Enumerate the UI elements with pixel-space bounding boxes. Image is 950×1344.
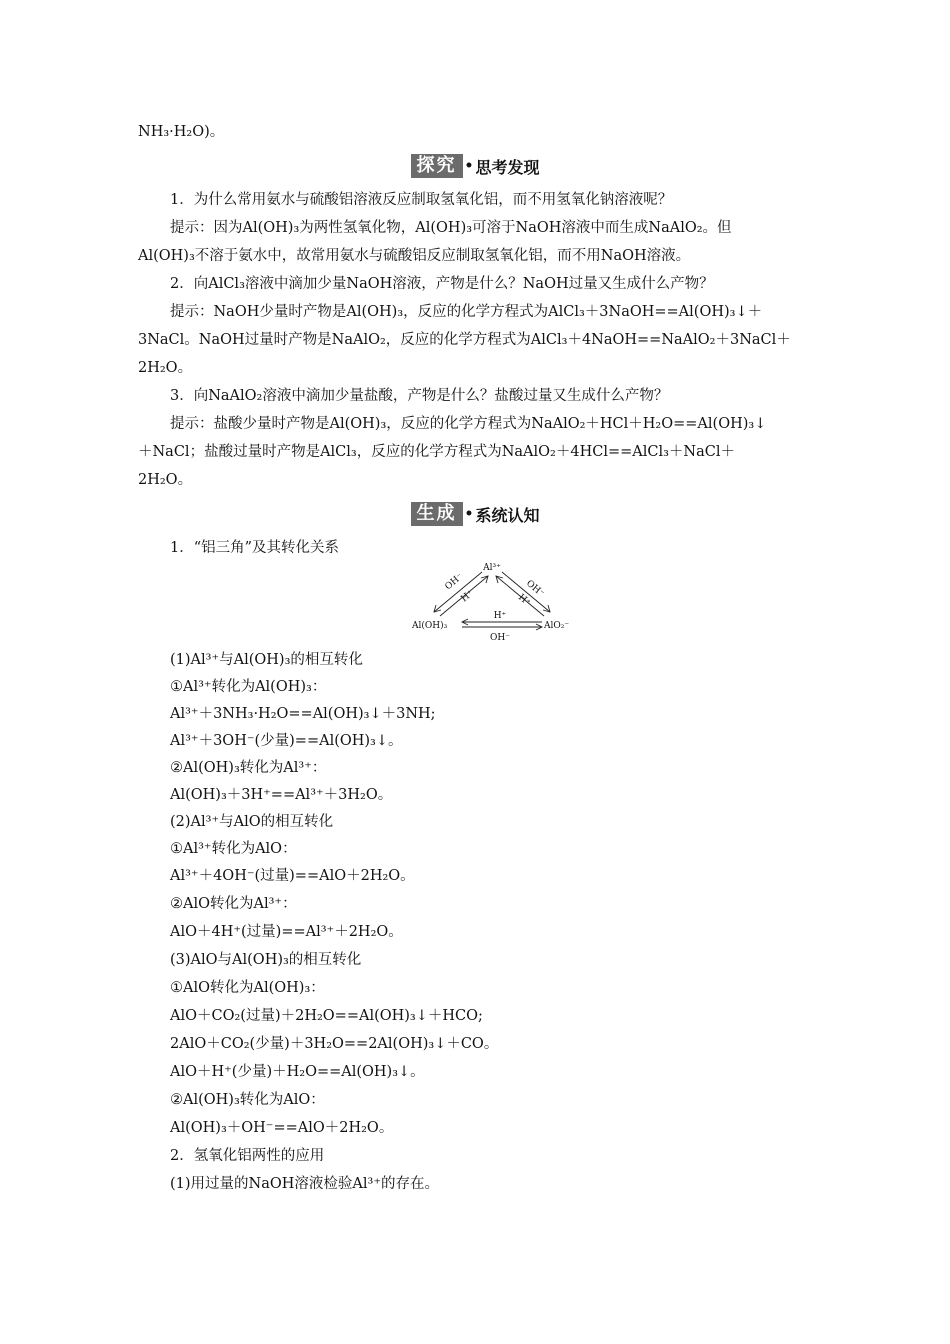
content-line: Al(OH)₃＋OH⁻==AlO＋2H₂O。 <box>170 1120 394 1136</box>
aluminum-triangle-diagram <box>410 560 570 644</box>
content-line: AlO＋4H⁺(过量)==Al³⁺＋2H₂O。 <box>170 924 403 940</box>
content-line: ②Al(OH)₃转化为Al³⁺： <box>170 760 327 776</box>
content-line: Al³⁺＋4OH⁻(过量)==AlO＋2H₂O。 <box>170 868 415 884</box>
label-oh-right: OH⁻ <box>524 578 546 600</box>
section-tag: 探究 <box>411 154 463 178</box>
content-line: AlO＋CO₂(过量)＋2H₂O==Al(OH)₃↓＋HCO; <box>170 1008 483 1024</box>
label-h-right: H⁺ <box>516 592 533 609</box>
label-h-left: H⁺ <box>459 588 476 605</box>
answer-3-line-2: ＋NaCl；盐酸过量时产物是AlCl₃，反应的化学方程式为NaAlO₂＋4HCl==AlCl₃＋NaCl＋ <box>138 444 735 460</box>
question-2: 2．向AlCl₃溶液中滴加少量NaOH溶液，产物是什么？NaOH过量又生成什么产物？ <box>170 276 714 292</box>
content-line: Al(OH)₃＋3H⁺==Al³⁺＋3H₂O。 <box>170 787 393 803</box>
content-line: (3)AlO与Al(OH)₃的相互转化 <box>170 952 362 968</box>
question-3: 3．向NaAlO₂溶液中滴加少量盐酸，产物是什么？盐酸过量又生成什么产物？ <box>170 388 669 404</box>
content-line: (1)Al³⁺与Al(OH)₃的相互转化 <box>170 652 363 668</box>
section-heading-generate <box>0 502 950 528</box>
content-line: (1)用过量的NaOH溶液检验Al³⁺的存在。 <box>170 1176 439 1192</box>
section-tag: 生成 <box>411 502 463 526</box>
top-line: NH₃·H₂O)。 <box>138 124 225 140</box>
label-h-bottom: H⁺ <box>493 611 507 621</box>
content-line: Al³⁺＋3NH₃·H₂O==Al(OH)₃↓＋3NH; <box>170 706 436 722</box>
answer-3-line-1: 提示：盐酸少量时产物是Al(OH)₃，反应的化学方程式为NaAlO₂＋HCl＋H₂O==Al(OH)₃↓ <box>170 416 767 432</box>
content-line: AlO＋H⁺(少量)＋H₂O==Al(OH)₃↓。 <box>170 1064 425 1080</box>
answer-2-line-2: 3NaCl。NaOH过量时产物是NaAlO₂，反应的化学方程式为AlCl₃＋4NaOH==NaAlO₂＋3NaCl＋ <box>138 332 791 348</box>
content-line: ②Al(OH)₃转化为AlO： <box>170 1092 325 1108</box>
section-heading-explore <box>0 154 950 180</box>
label-oh-bottom: OH⁻ <box>490 633 510 643</box>
answer-2-line-3: 2H₂O。 <box>138 360 193 376</box>
answer-2-line-1: 提示：NaOH少量时产物是Al(OH)₃，反应的化学方程式为AlCl₃＋3NaOH==Al(OH)₃↓＋ <box>170 304 763 320</box>
answer-1-line-1: 提示：因为Al(OH)₃为两性氢氧化物，Al(OH)₃可溶于NaOH溶液中而生成NaAlO₂。但 <box>170 220 732 236</box>
section-title: 系统认知 <box>475 505 540 525</box>
label-al3: Al³⁺ <box>483 563 501 573</box>
content-line: Al³⁺＋3OH⁻(少量)==Al(OH)₃↓。 <box>170 733 403 749</box>
section-title: 思考发现 <box>475 157 540 177</box>
section-dot: • <box>464 158 474 174</box>
content-line: (2)Al³⁺与AlO的相互转化 <box>170 814 334 830</box>
label-aloh3: Al(OH)₃ <box>412 621 448 631</box>
content-line: ②AlO转化为Al³⁺： <box>170 896 297 912</box>
label-oh-left: OH⁻ <box>443 571 466 593</box>
content-line: ①AlO转化为Al(OH)₃： <box>170 980 325 996</box>
label-alo2: AlO₂⁻ <box>544 621 570 631</box>
content-line: 2．氢氧化铝两性的应用 <box>170 1148 325 1164</box>
section-dot: • <box>464 506 474 522</box>
content-line: 2AlO＋CO₂(少量)＋3H₂O==2Al(OH)₃↓＋CO。 <box>170 1036 499 1052</box>
question-1: 1．为什么常用氨水与硫酸铝溶液反应制取氢氧化铝，而不用氢氧化钠溶液呢？ <box>170 192 673 208</box>
content-line: ①Al³⁺转化为Al(OH)₃： <box>170 679 327 695</box>
content-line: ①Al³⁺转化为AlO： <box>170 841 297 857</box>
answer-1-line-2: Al(OH)₃不溶于氨水中，故常用氨水与硫酸铝反应制取氢氧化铝，而不用NaOH溶液。 <box>138 248 691 264</box>
item-1-title: 1．“铝三角”及其转化关系 <box>170 540 340 556</box>
answer-3-line-3: 2H₂O。 <box>138 472 193 488</box>
